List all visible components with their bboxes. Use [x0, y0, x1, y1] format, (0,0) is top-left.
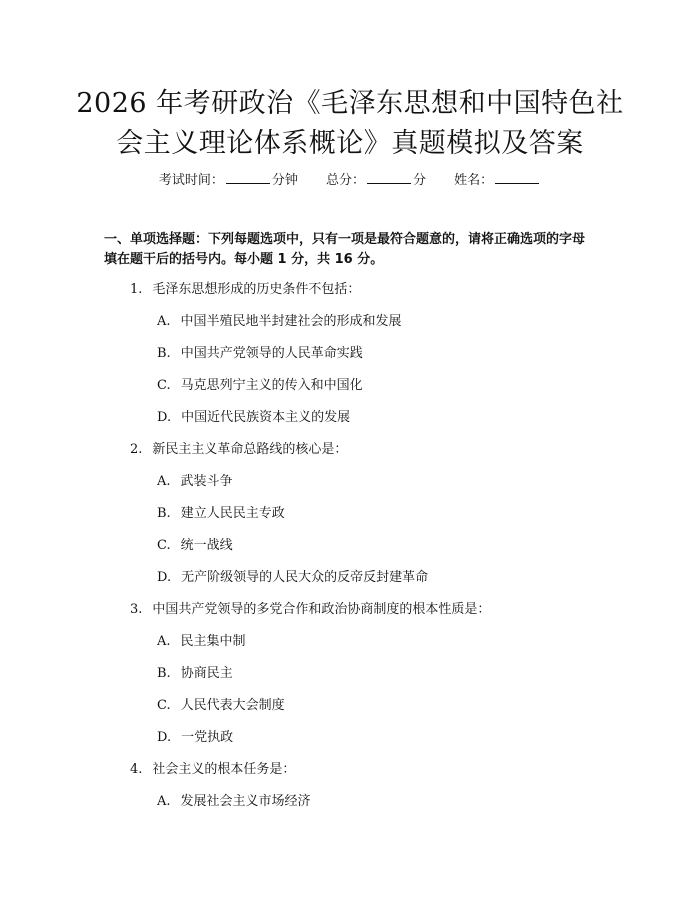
question-1 — [130, 281, 360, 299]
total-score-unit: 分 — [413, 173, 427, 188]
question-2-option-a — [157, 473, 233, 491]
total-score-field — [326, 173, 430, 188]
question-text: 中国共产党领导的多党合作和政治协商制度的根本性质是： — [152, 602, 491, 617]
question-2-option-c — [157, 537, 233, 555]
exam-time-field — [159, 173, 302, 188]
question-number: 4. — [130, 762, 143, 777]
question-3-option-c — [157, 697, 285, 715]
document-title-line-2: 会主义理论体系概论》真题模拟及答案 — [116, 128, 584, 159]
question-1-option-b — [157, 345, 363, 363]
option-text: 民主集中制 — [180, 634, 246, 649]
question-3-option-b — [157, 665, 233, 683]
option-text: 协商民主 — [180, 666, 233, 681]
question-4 — [130, 761, 295, 779]
exam-info — [0, 170, 700, 190]
option-letter: A. — [157, 794, 171, 809]
question-2 — [130, 441, 347, 459]
option-letter: C. — [157, 698, 171, 713]
question-1-option-a — [157, 313, 402, 331]
option-letter: D. — [157, 410, 172, 425]
question-number: 1. — [130, 282, 143, 297]
document-title-line-1: 2026 年考研政治《毛泽东思想和中国特色社 — [76, 88, 624, 119]
section-heading: 一、单项选择题：下列每题选项中，只有一项是最符合题意的，请将正确选项的字母填在题干后的括号内。每小题 1 分，共 16 分。 — [104, 232, 586, 267]
option-letter: B. — [157, 666, 171, 681]
name-label: 姓名： — [454, 173, 494, 188]
name-blank — [495, 170, 539, 184]
option-letter: C. — [157, 378, 171, 393]
option-text: 建立人民民主专政 — [180, 506, 285, 521]
option-text: 中国近代民族资本主义的发展 — [181, 410, 351, 425]
option-letter: D. — [157, 730, 172, 745]
option-letter: A. — [157, 474, 171, 489]
total-score-label: 总分： — [325, 173, 365, 188]
question-1-option-c — [157, 377, 363, 395]
question-3-option-d — [157, 729, 233, 747]
option-letter: C. — [157, 538, 171, 553]
option-letter: D. — [157, 570, 172, 585]
question-2-option-b — [157, 505, 285, 523]
question-number: 2. — [130, 442, 143, 457]
option-letter: B. — [157, 346, 171, 361]
option-text: 无产阶级领导的人民大众的反帝反封建革命 — [181, 570, 429, 585]
question-1-option-d — [157, 409, 350, 427]
name-field — [454, 173, 541, 188]
exam-time-blank — [226, 170, 270, 184]
option-text: 统一战线 — [180, 538, 233, 553]
question-text: 社会主义的根本任务是： — [152, 762, 296, 777]
option-text: 武装斗争 — [180, 474, 233, 489]
exam-time-label: 考试时间： — [158, 173, 224, 188]
question-text: 新民主主义革命总路线的核心是： — [152, 442, 348, 457]
question-3 — [130, 601, 490, 619]
option-text: 马克思列宁主义的传入和中国化 — [180, 378, 363, 393]
option-text: 一党执政 — [181, 730, 234, 745]
question-2-option-d — [157, 569, 428, 587]
question-text: 毛泽东思想形成的历史条件不包括： — [152, 282, 361, 297]
question-number: 3. — [130, 602, 143, 617]
exam-time-unit: 分钟 — [271, 173, 298, 188]
option-text: 中国共产党领导的人民革命实践 — [180, 346, 363, 361]
option-text: 中国半殖民地半封建社会的形成和发展 — [180, 314, 402, 329]
question-4-option-a — [157, 793, 311, 811]
total-score-blank — [367, 170, 411, 184]
option-text: 发展社会主义市场经济 — [180, 794, 311, 809]
option-letter: A. — [157, 634, 171, 649]
option-letter: B. — [157, 506, 171, 521]
option-letter: A. — [157, 314, 171, 329]
option-text: 人民代表大会制度 — [180, 698, 285, 713]
question-3-option-a — [157, 633, 246, 651]
